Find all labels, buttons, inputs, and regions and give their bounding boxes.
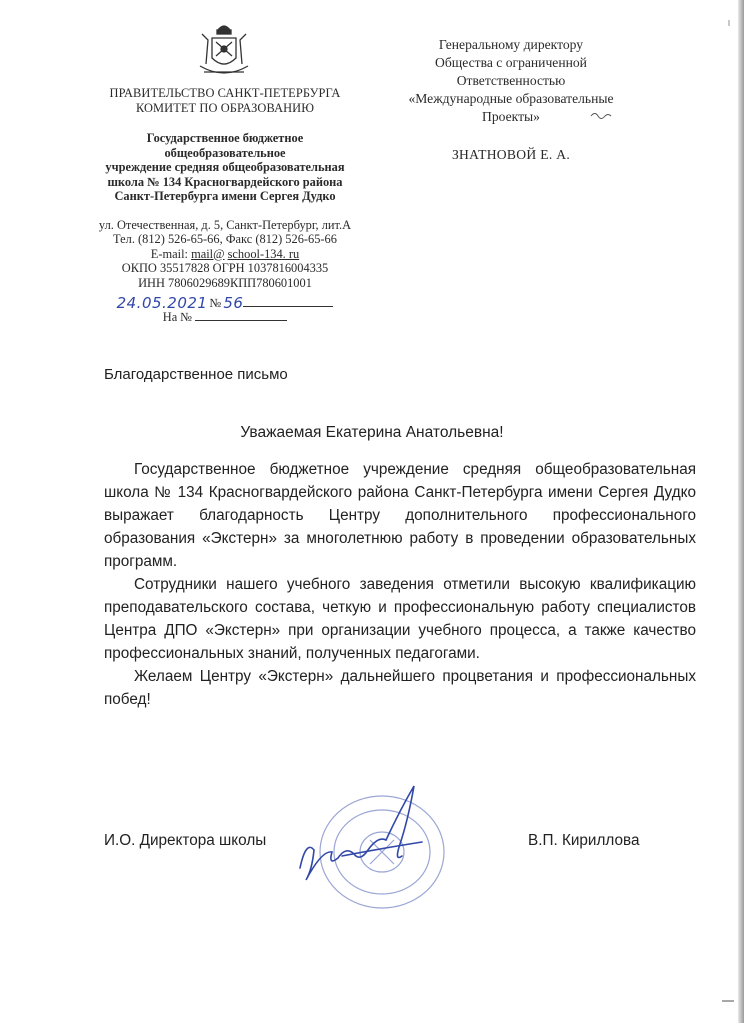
contacts — [80, 218, 370, 291]
scan-edge-dash — [722, 1000, 734, 1002]
institution-line: Государственное бюджетное — [146, 131, 304, 145]
addressee-line: Общества с ограниченной — [435, 55, 587, 70]
salutation: Уважаемая Екатерина Анатольевна! — [240, 424, 504, 441]
outgoing-date: 24.05.2021 — [116, 293, 208, 312]
scan-edge-mark — [728, 20, 730, 26]
outgoing-number-row — [80, 291, 370, 310]
letter-body — [104, 458, 696, 711]
outgoing-no-label: № — [209, 295, 222, 310]
committee-name: КОМИТЕТ ПО ОБРАЗОВАНИЮ — [135, 100, 315, 115]
letterhead — [80, 86, 370, 325]
reply-underline — [195, 319, 287, 321]
outgoing-underline — [243, 305, 333, 307]
addressee-line: Ответственностью — [456, 73, 566, 88]
email-prefix: E-mail: — [150, 246, 192, 261]
coat-of-arms-emblem — [196, 20, 252, 84]
government-name: ПРАВИТЕЛЬСТВО САНКТ-ПЕТЕРБУРГА — [109, 86, 341, 100]
addressee-line: Генеральному директору — [438, 37, 584, 52]
phone-fax: Тел. (812) 526-65-66, Факс (812) 526-65-66 — [113, 232, 337, 246]
paragraph: Сотрудники нашего учебного заведения отметили высокую квалификацию преподавательского состава, четкую и профессиональную работу специалистов Центра ДПО «Экстерн» при организации учебного процесса, а также качество профессиональных знаний, полученных педагогами. — [104, 576, 696, 662]
scan-edge-shadow — [738, 0, 744, 1023]
institution-name — [80, 131, 370, 204]
scribble-mark-icon — [590, 110, 612, 120]
reply-number-row — [80, 310, 370, 325]
paragraph: Желаем Центру «Экстерн» дальнейшего процветания и профессиональных побед! — [104, 668, 696, 708]
okpo-ogrn: ОКПО 35517828 ОГРН 1037816004335 — [121, 261, 329, 275]
email-domain-link[interactable]: school-134. ru — [227, 246, 300, 261]
institution-line: школа № 134 Красногвардейского района — [107, 174, 343, 189]
inn-kpp: ИНН 7806029689КПП780601001 — [138, 275, 312, 290]
paragraph: Государственное бюджетное учреждение средняя общеобразовательная школа № 134 Красногвардейского района Санкт-Петербурга имени Сергея Дудко выражает благодарность Центру дополнительного профессионального образования «Экстерн» за многолетнюю работу в проведении образовательных программ. — [104, 461, 696, 570]
outgoing-number: 56 — [223, 293, 244, 312]
signatory-name: В.П. Кириллова — [528, 832, 640, 849]
signatory-title: И.О. Директора школы — [104, 832, 267, 849]
document-type: Благодарственное письмо — [104, 366, 288, 383]
address: ул. Отечественная, д. 5, Санкт-Петербург, лит.А — [98, 217, 352, 232]
email-user-link[interactable]: mail@ — [191, 246, 225, 261]
institution-line: учреждение средняя общеобразовательная — [105, 160, 345, 174]
addressee-line: Проекты» — [482, 109, 540, 124]
reply-label: На № — [162, 310, 193, 324]
institution-line: Санкт-Петербурга имени Сергея Дудко — [114, 189, 336, 203]
institution-line: общеобразовательное — [164, 145, 286, 160]
stamp-and-signature — [282, 780, 452, 910]
addressee-line: «Международные образовательные — [408, 91, 614, 106]
addressee-block — [396, 36, 626, 164]
email — [80, 247, 370, 262]
addressee-name: ЗНАТНОВОЙ Е. А. — [451, 147, 571, 162]
